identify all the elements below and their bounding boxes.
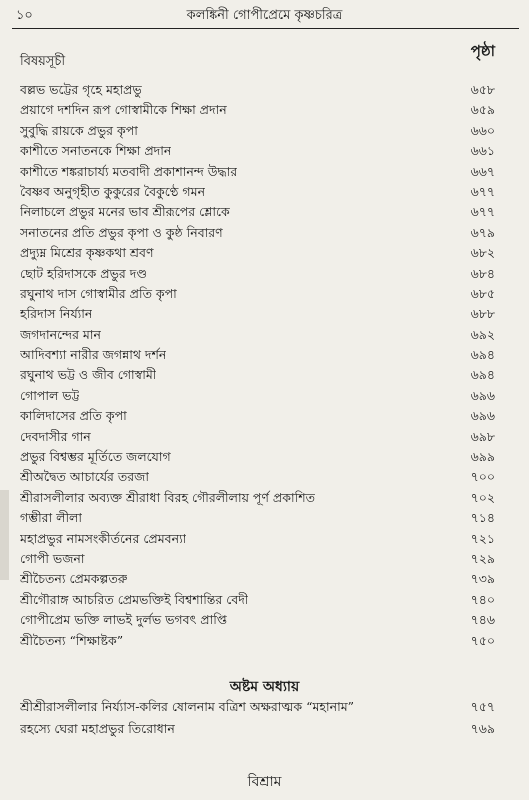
toc-row (20, 508, 495, 528)
toc-entry-page: ৭৫৭ (470, 699, 495, 714)
toc-entry-page: ৭০০ (470, 469, 495, 485)
toc-row (20, 529, 495, 549)
toc-row (20, 223, 495, 243)
toc-entry-title: কাশীতে সনাতনকে শিক্ষা প্রদান (20, 143, 172, 159)
toc-entry-page: ৭৬৯ (470, 721, 495, 736)
toc-entry-title: ছোট হরিদাসকে প্রভুর দণ্ড (20, 265, 147, 281)
toc-entry-page: ৭২৯ (470, 550, 495, 566)
toc-entry-page: ৬৬০ (470, 122, 495, 138)
toc-entry-page: ৬৯২ (470, 326, 495, 342)
page-number: ১০ (16, 8, 33, 23)
toc-entry-title: প্রভুর বিশ্বম্ভর মূর্তিতে জলযোগ (20, 449, 171, 465)
toc-row (20, 162, 495, 182)
toc-entry-page: ৬৯৪ (470, 367, 495, 383)
toc-entry-title: সুবুদ্ধি রায়কে প্রভুর কৃপা (20, 122, 138, 138)
footer-text: বিশ্রাম (247, 774, 282, 790)
toc-entry-title: নিলাচলে প্রভুর মনের ভাব শ্রীরূপের শ্লোকে (20, 204, 230, 220)
toc-entry-title: শ্রীশ্রীরাসলীলার নির্য্যাস-কলির ষোলনাম বত্রিশ অক্ষরাত্মক “মহানাম” (20, 699, 355, 714)
toc-row (20, 427, 495, 447)
toc-row (20, 406, 495, 426)
toc-row (20, 264, 495, 284)
section-title: বিষয়সূচী (20, 54, 66, 69)
toc-row (20, 386, 495, 406)
toc-entry-page: ৭২১ (470, 530, 495, 546)
toc-entry-page: ৬৯৮ (470, 428, 495, 444)
toc-row (20, 631, 495, 651)
toc-row (20, 182, 495, 202)
toc-entry-page: ৭৪৬ (470, 612, 495, 628)
toc-entry-title: কালিদাসের প্রতি কৃপা (20, 408, 127, 424)
toc-row (20, 304, 495, 324)
toc-entry-title: রঘুনাথ ভট্ট ও জীব গোস্বামী (20, 367, 157, 383)
toc-row (20, 447, 495, 467)
toc-entry-title: রহস্যে ঘেরা মহাপ্রভুর তিরোধান (20, 721, 175, 736)
toc-entry-page: ৬৭৭ (470, 204, 495, 220)
toc-entry-page: ৭১৪ (470, 510, 495, 526)
toc-entry-title: শ্রীচৈতন্য “শিক্ষাষ্টক” (20, 632, 124, 648)
toc-row (20, 141, 495, 161)
toc-row (20, 590, 495, 610)
toc-row (20, 488, 495, 508)
toc-entry-title: গোপী ভজনা (20, 550, 85, 566)
toc-row (20, 610, 495, 630)
toc-entry-title: সনাতনের প্রতি প্রভুর কৃপা ও কুষ্ঠ নিবারণ (20, 224, 223, 240)
toc-row (20, 696, 495, 718)
toc-entry-title: বল্লভ ভট্টের গৃহে মহাপ্রভু (20, 82, 142, 97)
toc-entry-page: ৬৯৬ (470, 408, 495, 424)
toc-entry-title: শ্রীরাসলীলার অব্যক্ত শ্রীরাধা বিরহ গৌরলীলায় পূর্ণ প্রকাশিত (20, 489, 315, 505)
page-column-label: পৃষ্ঠা (470, 42, 495, 60)
toc-entry-title: দেবদাসীর গান (20, 428, 91, 444)
toc-entry-page: ৬৮৫ (470, 285, 495, 301)
toc-entry-title: কাশীতে শঙ্করাচার্য্য মতবাদী প্রকাশানন্দ উদ্ধার (20, 163, 238, 179)
toc-row (20, 100, 495, 120)
toc-entry-page: ৭৩৯ (470, 571, 495, 587)
page-edge-shadow (0, 490, 9, 580)
toc-entry-title: প্রয়াগে দশদিন রূপ গোস্বামীকে শিক্ষা প্রদান (20, 102, 227, 118)
toc-entry-title: মহাপ্রভুর নামসংকীর্তনের প্রেমবন্যা (20, 530, 187, 546)
toc-entry-title: হরিদাস নির্য্যান (20, 306, 93, 322)
toc-row (20, 549, 495, 569)
toc-row (20, 284, 495, 304)
toc-entry-title: বৈষ্ণব অনুগৃহীত কুকুরের বৈকুণ্ঠে গমন (20, 183, 206, 199)
toc-entry-page: ৬৭৭ (470, 183, 495, 199)
toc-entry-title: রঘুনাথ দাস গোস্বামীর প্রতি কৃপা (20, 285, 177, 301)
toc-entry-page: ৬৯৬ (470, 387, 495, 403)
toc-entry-title: প্রদ্যুম্ন মিশ্রের কৃষ্ণকথা শ্রবণ (20, 245, 154, 261)
toc-entry-page: ৬৮২ (470, 245, 495, 261)
running-head: কলঙ্কিনী গোপীপ্রেমে কৃষ্ণচরিত্র (186, 8, 343, 23)
toc-row (20, 345, 495, 365)
toc-list (20, 80, 495, 651)
toc-entry-page: ৬৯৯ (470, 449, 495, 465)
toc-entry-page: ৬৫৮ (470, 82, 495, 97)
toc-entry-page: ৬৭৯ (470, 224, 495, 240)
toc-entry-page: ৭০২ (470, 489, 495, 505)
toc-entry-page: ৬৬১ (470, 143, 495, 159)
toc-entry-page: ৬৫৯ (470, 102, 495, 118)
toc-entry-title: গোপীপ্রেম ভক্তি লাভই দুর্লভ ভগবৎ প্রাপ্তি (20, 612, 228, 628)
toc-entry-page: ৭৫০ (470, 632, 495, 648)
toc-entry-title: শ্রীগৌরাঙ্গ আচরিত প্রেমভক্তিই বিশ্বশান্তির বেদী (20, 591, 249, 607)
toc-row (20, 365, 495, 385)
toc-entry-title: গোপাল ভট্ট (20, 387, 80, 403)
header-rule (12, 28, 519, 29)
chapter-toc-list (20, 696, 495, 740)
chapter-heading: অষ্টম অধ্যায় (229, 679, 300, 695)
toc-entry-title: গম্ভীরা লীলা (20, 510, 82, 526)
toc-entry-page: ৬৬৭ (470, 163, 495, 179)
toc-row (20, 243, 495, 263)
toc-row (20, 80, 495, 100)
toc-entry-title: শ্রীচৈতন্য প্রেমকল্পতরু (20, 571, 128, 587)
toc-row (20, 325, 495, 345)
toc-entry-page: ৭৪০ (470, 591, 495, 607)
toc-row (20, 202, 495, 222)
toc-entry-page: ৬৮৮ (470, 306, 495, 322)
toc-entry-title: আদিবশ্যা নারীর জগন্নাথ দর্শন (20, 347, 167, 363)
toc-row (20, 121, 495, 141)
toc-row (20, 467, 495, 487)
toc-entry-title: জগদানন্দের মান (20, 326, 101, 342)
toc-entry-page: ৬৮৪ (470, 265, 495, 281)
toc-row (20, 718, 495, 740)
toc-entry-title: শ্রীঅদ্বৈত আচার্যের তরজা (20, 469, 149, 485)
toc-row (20, 569, 495, 589)
toc-entry-page: ৬৯৪ (470, 347, 495, 363)
